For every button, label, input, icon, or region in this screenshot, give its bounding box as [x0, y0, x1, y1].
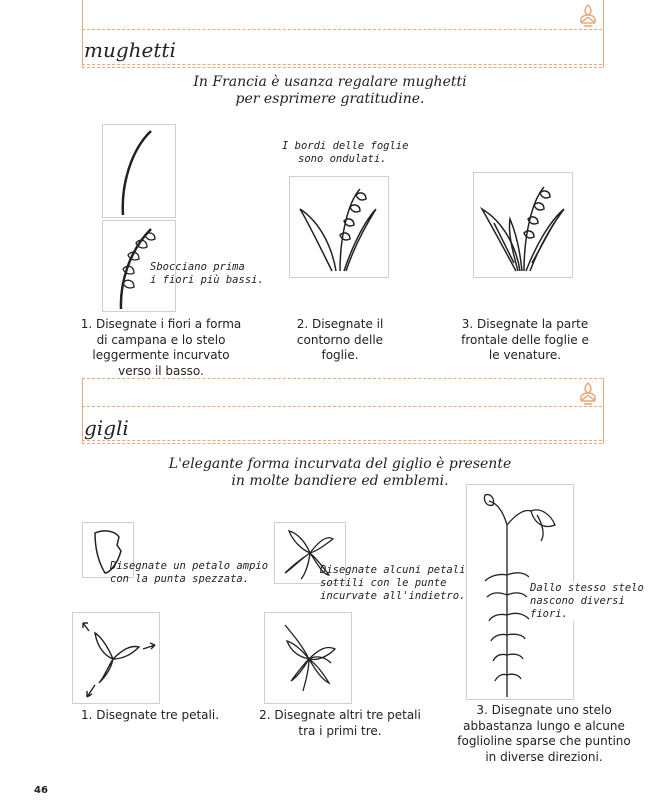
caption-line: in diverse direzioni. — [485, 749, 603, 764]
step-illustration — [264, 612, 352, 704]
step-illustration — [473, 172, 573, 278]
intro-line: In Francia è usanza regalare mughetti — [193, 74, 467, 90]
section-title: mughetti — [84, 38, 176, 62]
step-caption — [440, 317, 610, 364]
annotation-note — [150, 261, 264, 287]
lily-emblem-icon — [578, 381, 598, 407]
intro-text — [160, 74, 500, 108]
step-caption — [250, 708, 430, 739]
step-illustration — [72, 612, 160, 704]
note-line: sottili con le punte — [320, 577, 447, 589]
note-line: fiori. — [530, 608, 568, 620]
caption-line: di campana e lo stelo — [96, 332, 226, 347]
note-line: i fiori più bassi. — [150, 274, 264, 286]
caption-line: 3. Disegnate la parte — [461, 317, 589, 331]
caption-line: frontale delle foglie e — [461, 332, 589, 347]
note-line: Disegnate un petalo ampio — [110, 560, 269, 572]
divider — [82, 67, 602, 68]
caption-line: le venature. — [488, 348, 562, 362]
caption-line: 1. Disegnate tre petali. — [80, 708, 220, 722]
caption-line: verso il basso. — [118, 363, 204, 378]
caption-line: tra i primi tre. — [298, 723, 382, 738]
step-caption — [270, 317, 410, 364]
step-caption — [70, 708, 230, 724]
note-line: Dallo stesso stelo — [530, 582, 644, 594]
annotation-note — [110, 560, 268, 586]
annotation-note — [282, 140, 408, 166]
step-illustration — [102, 124, 176, 218]
divider — [82, 443, 602, 444]
lily-emblem-icon — [578, 3, 598, 29]
note-line: Disegnate alcuni petali — [320, 564, 466, 576]
caption-line: contorno delle — [296, 332, 384, 347]
divider — [82, 440, 602, 441]
section-title: gigli — [84, 416, 129, 440]
annotation-note — [530, 582, 644, 621]
caption-line: foglie. — [321, 348, 359, 362]
caption-line: 2. Disegnate il — [296, 317, 384, 331]
note-line: nascono diversi — [530, 595, 625, 607]
note-line: sono ondulati. — [298, 153, 387, 165]
step-caption — [72, 317, 250, 379]
intro-line: L'elegante forma incurvata del giglio è presente — [168, 456, 512, 472]
note-line: con la punta spezzata. — [110, 573, 250, 585]
divider — [82, 378, 602, 379]
divider — [82, 406, 602, 407]
caption-line: abbastanza lungo e alcune — [463, 718, 625, 733]
caption-line: leggermente incurvato — [92, 348, 230, 362]
divider — [82, 64, 602, 65]
divider — [82, 29, 602, 30]
caption-line: 2. Disegnate altri tre petali — [259, 708, 421, 722]
section-header-gigli — [82, 378, 604, 444]
note-line: incurvate all'indietro. — [320, 590, 466, 602]
caption-line: foglioline sparse che puntino — [457, 734, 631, 748]
caption-line: 3. Disegnate uno stelo — [476, 703, 612, 717]
note-line: I bordi delle foglie — [282, 140, 409, 152]
note-line: Sbocciano prima — [150, 261, 245, 273]
page-number: 46 — [34, 785, 48, 796]
step-illustration — [289, 176, 389, 278]
intro-line: per esprimere gratitudine. — [235, 91, 425, 107]
step-caption — [450, 703, 638, 765]
caption-line: 1. Disegnate i fiori a forma — [80, 317, 242, 331]
intro-line: in molte bandiere ed emblemi. — [231, 473, 449, 489]
annotation-note — [320, 564, 465, 603]
